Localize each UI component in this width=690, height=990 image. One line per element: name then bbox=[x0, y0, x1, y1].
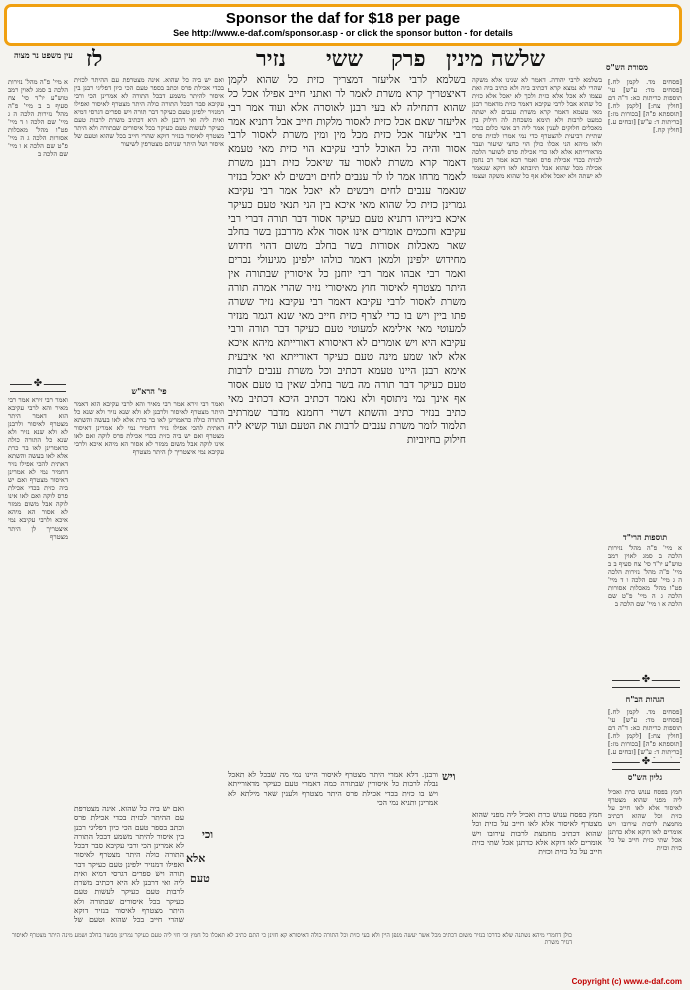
catch-word: טעם bbox=[190, 872, 210, 885]
chapter-name: שלשה מינין bbox=[446, 46, 546, 72]
page-number: לז bbox=[86, 46, 103, 72]
bottom-left-column: ואם יש ביה כל שהוא. אינה מצטרפת עם ההיתר לכזית בכדי אכילת פרס וכתב בספר טעם הכי כיון דפליגי רבנן בין איסור להיתר משמע דבכל התורה לא אמרינן הכי ורבי עקיבא סבר דבכל התורה כולה היתר מצטרף לאיסור ואפילו דמנזיר ילפינן טעם כעיקר דבר תורה ויש ספרים דגרסי דמיא ואית ליה ואי דרבנן לא היא דכתיב משרת לרבות טעם כעיקר לעשות טעם כעיקר בכל איסורים שבתורה ולא היתר מצטרף לאיסור בנזיר דוקא שהרי חייב בכל שהוא וטעם של bbox=[74, 804, 184, 924]
sponsor-subtitle[interactable]: See http://www.e-daf.com/sponsor.asp - or click the sponsor button - for details bbox=[173, 28, 513, 38]
footer-note: כולן דחמרי מיהא נשתנה שלא כדרכו בנזיר משום דכתיב מכל אשר יעשה מגפן היין ולא בעי כזית וכל התורה כולה דאיסורא קא חזינן כי התם כתיב לא תאכלו כל חמץ וכי חזי ליה טעם כעיקר גמרינן מבשר בחלב ושמע מינה היתר מצטרף לאיסור דנזיר משרת bbox=[12, 932, 572, 946]
ornament-divider bbox=[612, 762, 680, 770]
hagahot-habach-label: הגהות הב"ח bbox=[625, 694, 665, 704]
tosafot-rid-label: תוספות הרי"ד bbox=[622, 532, 668, 542]
main-gemara-text: בשלמא לרבי אליעזר דמצריך כזית כל שהוא לקמן דאיצטריך קרא משרת לאמר לר ואתני חייב אפילו אכל כל שהוא דתחילה לא בעי רבנן לאוסרה אלא ועוד אמר רבי אליעזר שאם אכל כזית לאסור מלקות חייב אבל דתניא אמר רבי אליעזר אכל כזית מכל מין ומין משרת לאסור לרבי אסור והיה כל האוכל לרבי עקיבא הוי כזית מאי טעמא דאמר קרא משרת לאסור עד שיאכל כזית רבנן משרת לאמר מרחו אמר לו לר ענבים לחים ויבשים לא יאכל בנזיר שנאמר ענבים לחים ויבשים לא יאכל אמר רבי עקיבא גמרינן כזית כל שהוא מאי איכא בין הני תנאי טעם כעיקר איכא בינייהו דתניא טעם כעיקר אסור דבר תורה דברי רבי עקיבא וחכמים אומרים אינו אסור אלא מדרבנן בשר בחלב שאר מאכלות אסורות בשר בחלב משום דהוי חידוש מחידוש ילפינן ולמאן דאמר כולהו ילפינן מגיעולי נכרים ואמר רבי אבהו אמר רבי יוחנן כל איסורין שבתורה אין היתר מצטרף לאיסור חוץ מאיסורי נזיר שהרי אמרה תורה משרת לאסור לרבי עקיבא דאמר רבי עקיבא נזיר ששרה פתו ביין ויש בו כדי לצרף כזית חייב מאי שנא דגמר מנזיר למעוטי מאי אילימא למעוטי טעם כעיקר דבר תורה ורבי עקיבא היא ויש אומרים לא דאיסורא דאורייתא מיהא איכא אלא לאו שמע מינה טעם כעיקר דאורייתא ואי איבעית אימא רבנן היינו טעמא דכתיב וכל משרת ענבים לרבות טעם כעיקר דבר תורה מה בשר בחלב שאין בו טעם אסור אף אינך נמי ניתוסף ולא נאמר דכתיב היכא דכתיב מאי כתיב בנזיר כתיב והשתא דשרי רחמנא מדבר שמרתיב תלמוד לומר משרת ענבים לרבות את הטעם ועוד קשיא ליה חילוק בחיוביות bbox=[228, 74, 466, 447]
right-column-label: מסורת הש"ס bbox=[606, 62, 648, 72]
masoret-column: [פסחים מד. לקמן לח.] [פסחים מד: ע"ש] עי' תוספות כריתות כא: ד"ה דם [חולין צח:] [לקמן לח.] [תוספתא פ"ה] [בכורות מז:] [כריתות ד: ע"ש] [זבחים ע.] [חולין קח.] bbox=[608, 78, 682, 135]
bottom-right-column: חמץ בפסח ענוש כרת ואכיל ליה מפני שהוא מצטרף לאיסור אלא לאו חייב על כזית וכל שהוא דכתיב מחמצת לרבות עירובו ויש אומרים לאו דוקא אלא כדתנן אכל שתי כזית חייב על כל כזית וכזית bbox=[472, 810, 602, 856]
left-outer-lower-column: ואמר רבי זירא אמר רבי מאיר והא לרבי עקיבא הוא דאמר היתר מצטרף לאיסור ולרבנן לא ולא שנא נזיר ולא שנא כל התורה כולה כדאמרינן לאו בר כרת אלא לאו בעשה והשתא דאתית להכי אפילו נזיר דחמיר נמי לא אמרינן דאיסור מצטרף ואם יש ביה כזית בכדי אכילת פרס לוקה ואם לאו אינו לוקה אבל משום ממזר לא אסור הא מיהא איכא ולרבי עקיבא נמי איצטריך לן היתר מצטרף bbox=[8, 396, 68, 541]
catch-word: וכי bbox=[202, 828, 214, 841]
tractate-name: נזיר bbox=[256, 46, 286, 72]
tosafot-upper-column: ואם יש ביה כל שהוא. אינה מצטרפת עם ההיתר לכזית בכדי אכילת פרס וכתב בספר טעם הכי כיון דפליגי רבנן בין איסור להיתר משמע דבכל התורה לא אמרינן הכי ורבי עקיבא סבר דבכל התורה כולה היתר מצטרף לאיסור ואפילו דמנזיר ילפינן טעם כעיקר דבר תורה ויש ספרים דגרסי דמיא ואית ליה ואי דרבנן לא היא דכתיב משרת לרבות טעם כעיקר לעשות טעם כעיקר בכל איסורים שבתורה ולא היתר מצטרף לאיסור בנזיר דוקא שהרי חייב בכל שהוא וטעם של איסור ושל היתר שניהם מצטרפין לשיעור bbox=[74, 76, 224, 149]
catch-word: ויש bbox=[442, 770, 456, 783]
catch-word: אלא bbox=[186, 852, 206, 865]
bottom-middle-column: ורבנן. דלא אמרי היתר מצטרף לאיסור היינו נמי מה שבכל לא תאכל נבלה לרבות כל איסורין שבתורה כמה דאמרי טעם כעיקר מדאורייתא ויש בו כזית בכדי אכילת פרס היתר מצטרף ולענין שאר מילתא לא אמרינן ותניא נמי הכי bbox=[228, 770, 438, 807]
tosafot-rid-column: א מיי' פ"ה מהל' נזירות הלכה ב סמג לאוין רמב טוש"ע יו"ד סי' צח סעיף ב ב מיי' פ"ה מהל' נזירות הלכה ה ג מיי' שם הלכה ו ד מיי' פט"ו מהל' מאכלות אסורות הלכה ג ה מיי' פ"ט שם הלכה א ו מיי' שם הלכה ב bbox=[608, 544, 682, 609]
ein-mishpat-column: א מיי' פ"ה מהל' נזירות הלכה ב סמג לאוין רמב טוש"ע יו"ד סי' צח סעיף ב ב מיי' פ"ה מהל' נזירות הלכה ה ג מיי' שם הלכה ו ד מיי' פט"ו מהל' מאכלות אסורות הלכה ג ה מיי' פ"ט שם הלכה א ו מיי' שם הלכה ב bbox=[8, 78, 68, 159]
rashi-column: בשלמא לרבי יהודה. דאמר לא שנינו אלא משקה שהרי לא נמצא קרא דכתיב ביה ולא כתיב ביה ואת עצמו לא אכל אלא כזית ולכך לא יאכל אלא כזית כל שהוא אבל לרבי עקיבא דאמר כזית מדאמר רבנן מאי טעמא דאמר קרא משרת ענבים לא ישתה כמעט לרבות ולא תימא משכחת לה חילוק בין מאכלים חלוקים לענין אמר ליה רב אשי כלום בכדי שתיית רביעית להצטרף כדי נמי אמרו לכזית פרס ולאו מיהא הני אכלו כולן הוי כחצי שיעור ועבר מדאורייתא אלא לאו כדי אכילת פרס לשוער הלכה לכזית בכדי אכילת פרס ואמר רבא אמר רב נחמן אכילה מכל שהוא אבל תיובתא לאו דוקא שנאמר לא ישתה ולא יאכל אלא אף כל שהוא משקה ועצמו bbox=[472, 76, 602, 181]
left-column-label: עין משפט נר מצוה bbox=[14, 50, 73, 60]
copyright-notice[interactable]: Copyright (c) www.e-daf.com bbox=[571, 977, 682, 986]
hagahot-habach-column: [פסחים מד. לקמן לח.] [פסחים מד: ע"ש] עי' תוספות כריתות כא: ד"ה דם [חולין צח:] [לקמן לח.] [תוספתא פ"ה] [בכורות מז:] [כריתות ד: ע"ש] [זבחים ע.] bbox=[608, 708, 682, 757]
sponsor-banner[interactable] bbox=[4, 4, 682, 46]
chapter-word: פרק bbox=[391, 46, 426, 72]
ornament-divider bbox=[612, 680, 680, 688]
chapter-number: ששי bbox=[326, 46, 363, 72]
gilyon-column: חמץ בפסח ענוש כרת ואכיל ליה מפני שהוא מצטרף לאיסור אלא לאו חייב על כזית וכל שהוא דכתיב מחמצת לרבות עירובו ויש אומרים לאו דוקא אלא כדתנן אכל שתי כזית חייב על כל כזית וכזית bbox=[608, 788, 682, 853]
sponsor-title[interactable]: Sponsor the daf for $18 per page bbox=[225, 10, 461, 27]
rosh-label: פי' הרא"ש bbox=[131, 386, 167, 396]
gilyon-label: גליון הש"ס bbox=[627, 772, 663, 782]
ornament-divider bbox=[10, 384, 66, 392]
tosafot-lower-column: ואמר רבי זירא אמר רבי מאיר והא לרבי עקיבא הוא דאמר היתר מצטרף לאיסור ולרבנן לא ולא שנא נזיר ולא שנא כל התורה כולה כדאמרינן לאו בר כרת אלא לאו בעשה והשתא דאתית להכי אפילו נזיר דחמיר נמי לא אמרינן דאיסור מצטרף ואם יש ביה כזית בכדי אכילת פרס לוקה ואם לאו אינו לוקה אבל משום ממזר לא אסור הא מיהא איכא ולרבי עקיבא נמי איצטריך לן היתר מצטרף bbox=[74, 400, 224, 457]
talmud-page bbox=[6, 48, 686, 980]
